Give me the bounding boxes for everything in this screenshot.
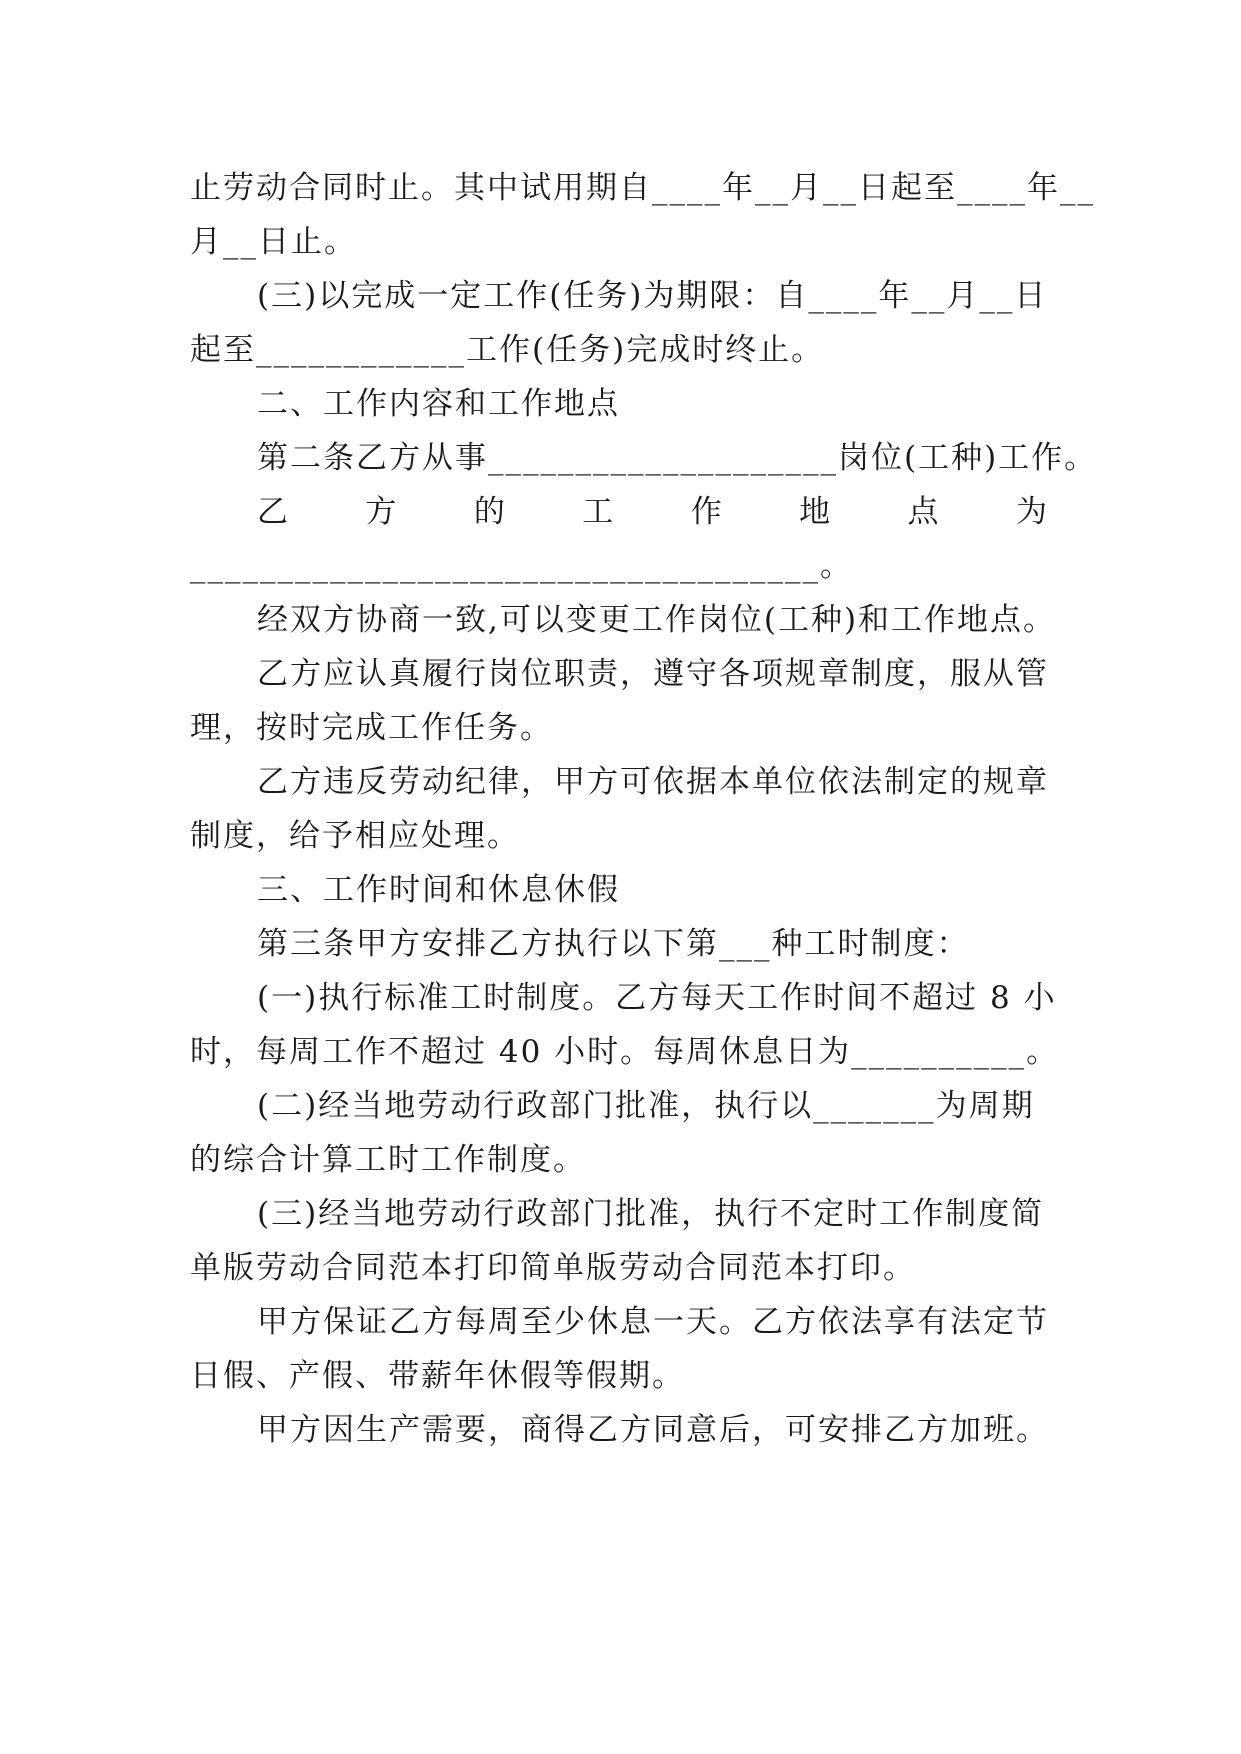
text-line-21: 甲方保证乙方每周至少休息一天。乙方依法享有法定节 [257, 1304, 1049, 1340]
text-line-20: 单版劳动合同范本打印简单版劳动合同范本打印。 [190, 1250, 916, 1286]
text-line-17: (二)经当地劳动行政部门批准，执行以_______为周期 [257, 1088, 1035, 1124]
work-location-blank: ____________________________________。 [190, 548, 853, 584]
article-2-line: 第二条乙方从事____________________岗位(工种)工作。 [257, 440, 1098, 476]
section-heading-3: 三、工作时间和休息休假 [257, 872, 620, 908]
text-line-22: 日假、产假、带薪年休假等假期。 [190, 1358, 685, 1394]
article-3-line: 第三条甲方安排乙方执行以下第___种工时制度： [257, 926, 970, 962]
text-line-1: 止劳动合同时止。其中试用期自____年__月__日起至____年__ [190, 170, 1095, 206]
text-line-15: (一)执行标准工时制度。乙方每天工作时间不超过 8 小 [257, 980, 1057, 1016]
text-line-4: 起至____________工作(任务)完成时终止。 [190, 332, 825, 368]
text-line-10: 理，按时完成工作任务。 [190, 710, 553, 746]
text-line-11: 乙方违反劳动纪律，甲方可依据本单位依法制定的规章 [257, 764, 1049, 800]
text-line-2: 月__日止。 [190, 224, 357, 260]
text-line-8: 经双方协商一致,可以变更工作岗位(工种)和工作地点。 [257, 602, 1057, 638]
text-line-12: 制度，给予相应处理。 [190, 818, 520, 854]
text-line-23: 甲方因生产需要，商得乙方同意后，可安排乙方加班。 [257, 1412, 1049, 1448]
text-line-3: (三)以完成一定工作(任务)为期限：自____年__月__日 [257, 278, 1048, 314]
section-heading-2: 二、工作内容和工作地点 [257, 386, 620, 422]
work-location-label: 乙 方 的 工 作 地 点 为 [257, 494, 1047, 530]
text-line-9: 乙方应认真履行岗位职责，遵守各项规章制度，服从管 [257, 656, 1049, 692]
text-line-19: (三)经当地劳动行政部门批准，执行不定时工作制度简 [257, 1196, 1045, 1232]
text-line-16: 时，每周工作不超过 40 小时。每周休息日为__________。 [190, 1034, 1060, 1070]
text-line-18: 的综合计算工时工作制度。 [190, 1142, 586, 1178]
